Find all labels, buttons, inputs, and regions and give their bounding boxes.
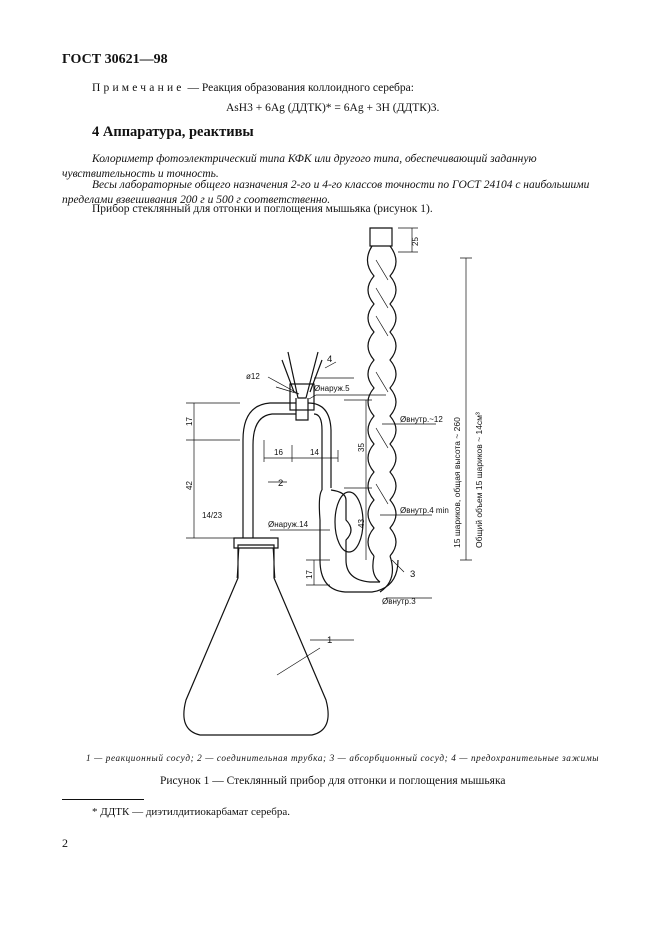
- note-text: — Реакция образования коллоидного серебра:: [187, 82, 414, 94]
- dim-o12: ø12: [246, 372, 260, 381]
- figure-legend: 1 — реакционный сосуд; 2 — соединительная трубка; 3 — абсорбционный сосуд; 4 — предохранительные зажимы: [86, 753, 600, 763]
- dim-inner3: Øвнутр.3: [382, 597, 416, 606]
- dim-17-bottom: 17: [305, 570, 314, 579]
- dim-43: 43: [357, 519, 366, 528]
- paragraph-scales: Весы лабораторные общего назначения 2-го и 4-го классов точности по ГОСТ 24104 с наибольшими пределами взвешивания 200 г и 500 г соответственно.: [62, 179, 590, 206]
- vertical-note-height: 15 шариков, общая высота ~ 260: [452, 417, 462, 548]
- document-header: ГОСТ 30621—98: [62, 52, 168, 67]
- dim-14: 14: [310, 448, 319, 457]
- dim-16: 16: [274, 448, 283, 457]
- bead-column: [367, 228, 396, 556]
- dim-outer14: Øнаруж.14: [268, 520, 309, 529]
- dim-25: 25: [411, 237, 420, 246]
- dim-outer5: Øнаруж.5: [314, 384, 350, 393]
- page-number: 2: [62, 836, 68, 850]
- vertical-note-volume: Общий объем 15 шариков ~ 14см³: [474, 412, 484, 548]
- reaction-equation: AsH3 + 6Ag (ДДТК)* = 6Ag + 3H (ДДТК)3.: [226, 102, 440, 114]
- connecting-tube: [243, 403, 296, 538]
- dim-35: 35: [357, 443, 366, 452]
- note-label: Примечание: [92, 82, 185, 94]
- dim-42: 42: [185, 481, 194, 490]
- dim-joint: 14/23: [202, 511, 223, 520]
- figure-caption: Рисунок 1 — Стеклянный прибор для отгонки и поглощения мышьяка: [160, 775, 506, 787]
- dim-17-top: 17: [185, 417, 194, 426]
- label-1: 1: [327, 635, 333, 646]
- label-2: 2: [278, 478, 284, 489]
- paragraph-apparatus: Прибор стеклянный для отгонки и поглощения мышьяка (рисунок 1).: [92, 203, 433, 215]
- label-4: 4: [327, 354, 333, 365]
- dim-inner4: Øвнутр.4 min: [400, 506, 449, 515]
- footnote-divider: [62, 799, 144, 800]
- footnote: * ДДТК — диэтилдитиокарбамат серебра.: [92, 806, 290, 818]
- label-3: 3: [410, 569, 416, 580]
- dim-inner12: Øвнутр.~12: [400, 415, 443, 424]
- section-title: 4 Аппаратура, реактивы: [92, 124, 254, 140]
- paragraph-colorimeter: Колориметр фотоэлектрический типа КФК или другого типа, обеспечивающий заданную чувствительность и точность.: [62, 153, 537, 180]
